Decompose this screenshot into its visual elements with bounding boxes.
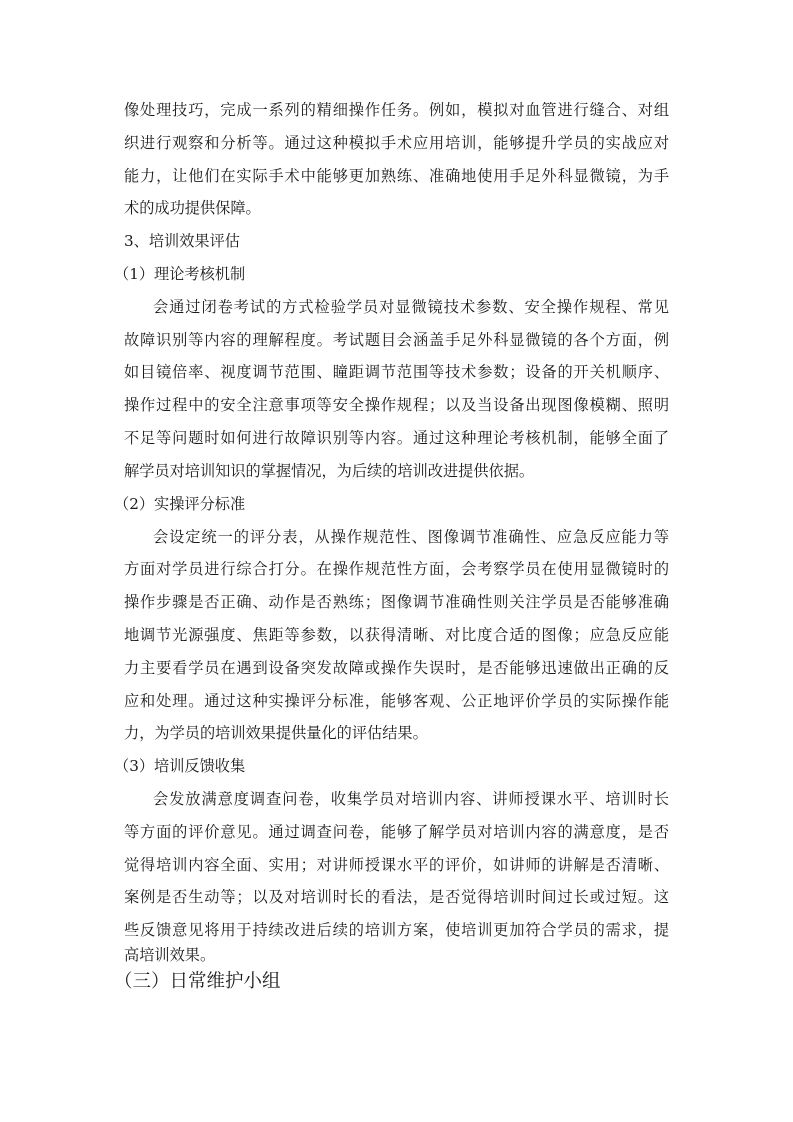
paragraph-line: 些反馈意见将用于持续改进后续的培训方案，使培训更加符合学员的需求，提 xyxy=(124,921,669,939)
subsection-heading: （3）培训反馈收集 xyxy=(114,757,246,775)
paragraph-line: 觉得培训内容全面、实用；对讲师授课水平的评价，如讲师的讲解是否清晰、 xyxy=(124,856,669,874)
intro-line: 术的成功提供保障。 xyxy=(124,199,261,217)
paragraph-line: 解学员对培训知识的掌握情况，为后续的培训改进提供依据。 xyxy=(124,462,535,480)
paragraph-line: 等方面的评价意见。通过调查问卷，能够了解学员对培训内容的满意度，是否 xyxy=(124,823,669,841)
paragraph-line: 地调节光源强度、焦距等参数，以获得清晰、对比度合适的图像；应急反应能 xyxy=(124,626,669,644)
subsection-heading: （2）实操评分标准 xyxy=(114,495,246,513)
paragraph-line: 如目镜倍率、视度调节范围、瞳距调节范围等技术参数；设备的开关机顺序、 xyxy=(124,363,669,381)
intro-line: 能力，让他们在实际手术中能够更加熟练、准确地使用手足外科显微镜，为手 xyxy=(124,167,669,185)
paragraph-line: 会通过闭卷考试的方式检验学员对显微镜技术参数、安全操作规程、常见 xyxy=(153,298,669,316)
intro-line: 织进行观察和分析等。通过这种模拟手术应用培训，能够提升学员的实战应对 xyxy=(124,134,669,152)
paragraph-line: 高培训效果。 xyxy=(124,946,216,964)
paragraph-line: 操作过程中的安全注意事项等安全操作规程；以及当设备出现图像模糊、照明 xyxy=(124,396,669,414)
paragraph-line: 故障识别等内容的理解程度。考试题目会涵盖手足外科显微镜的各个方面，例 xyxy=(124,331,669,349)
paragraph-line: 应和处理。通过这种实操评分标准，能够客观、公正地评价学员的实际操作能 xyxy=(124,692,669,710)
paragraph-line: 案例是否生动等；以及对培训时长的看法，是否觉得培训时间过长或过短。这 xyxy=(124,888,669,906)
subsection-heading: （1）理论考核机制 xyxy=(114,265,246,283)
section-heading: 3、培训效果评估 xyxy=(124,232,240,250)
section-title: （三）日常维护小组 xyxy=(114,971,281,992)
paragraph-line: 方面对学员进行综合打分。在操作规范性方面，会考察学员在使用显微镜时的 xyxy=(124,560,669,578)
paragraph-line: 力，为学员的培训效果提供量化的评估结果。 xyxy=(124,724,428,742)
paragraph-line: 会设定统一的评分表，从操作规范性、图像调节准确性、应急反应能力等 xyxy=(153,528,669,546)
paragraph-line: 不足等问题时如何进行故障识别等内容。通过这种理论考核机制，能够全面了 xyxy=(124,429,669,447)
paragraph-line: 操作步骤是否正确、动作是否熟练；图像调节准确性则关注学员是否能够准确 xyxy=(124,593,669,611)
paragraph-line: 会发放满意度调查问卷，收集学员对培训内容、讲师授课水平、培训时长 xyxy=(153,790,669,808)
intro-line: 像处理技巧，完成一系列的精细操作任务。例如，模拟对血管进行缝合、对组 xyxy=(124,101,669,119)
paragraph-line: 力主要看学员在遇到设备突发故障或操作失误时，是否能够迅速做出正确的反 xyxy=(124,659,669,677)
